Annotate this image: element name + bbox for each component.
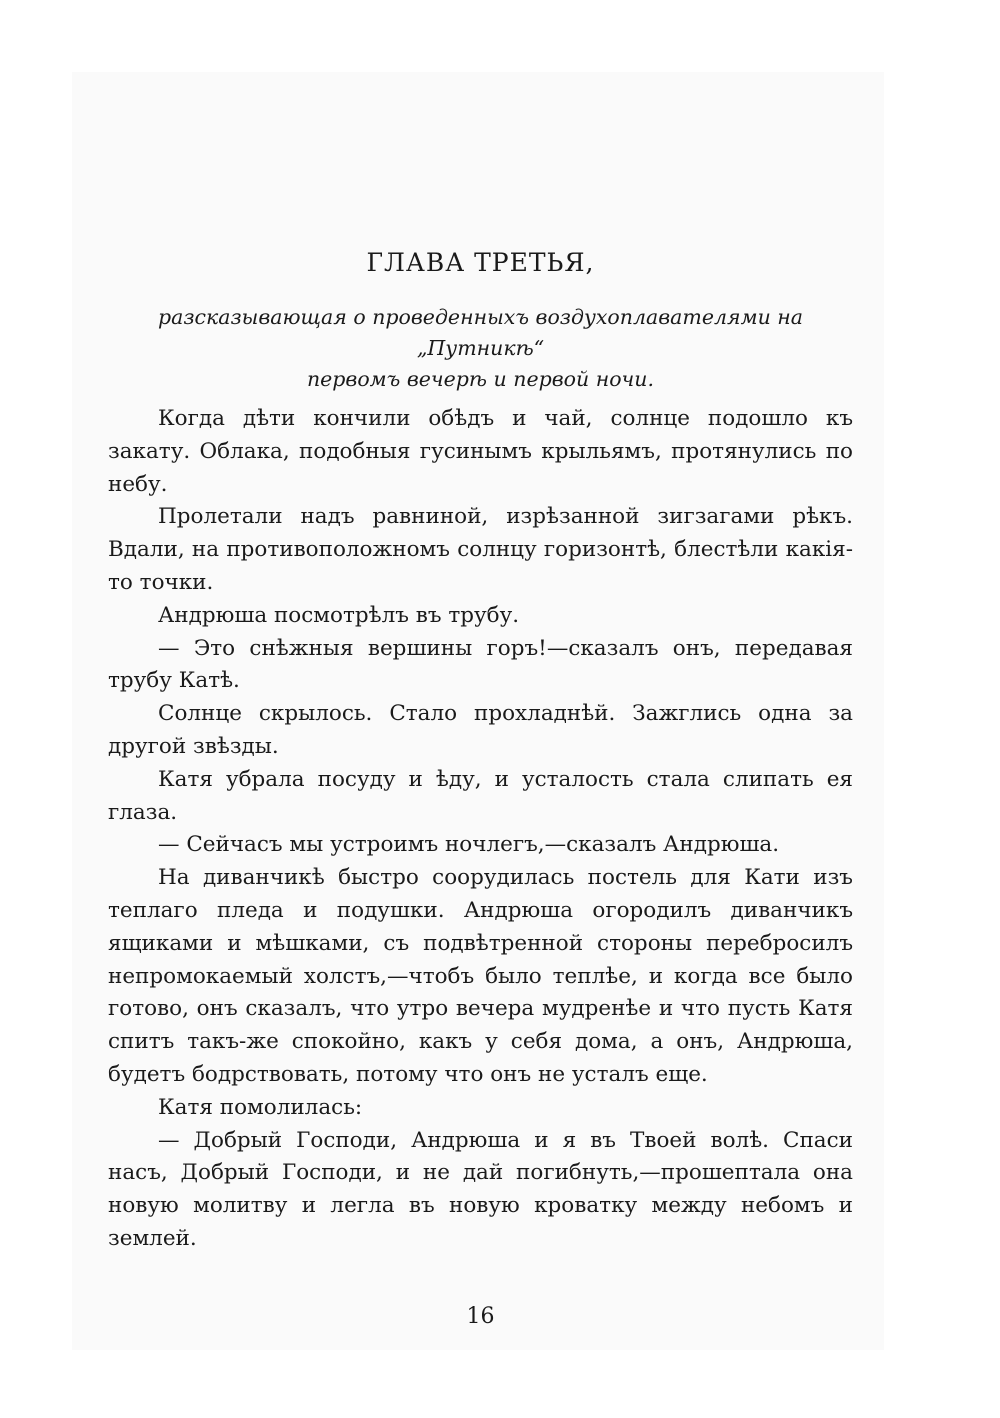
paragraph: Солнце скрылось. Стало прохладнѣй. Зажглись одна за другой звѣзды. xyxy=(108,701,853,759)
paragraph: Катя помолилась: xyxy=(158,1094,363,1120)
chapter-body xyxy=(108,403,853,1256)
paragraph: Когда дѣти кончили обѣдъ и чай, солнце подошло къ закату. Облака, подобныя гусинымъ крыльямъ, протянулись по небу. xyxy=(108,406,853,497)
paragraph: — Добрый Господи, Андрюша и я въ Твоей волѣ. Спаси насъ, Добрый Господи, и не дай погибнуть,—прошептала она новую молитву и легла въ новую кроватку между небомъ и землей. xyxy=(108,1127,853,1251)
subtitle-line: разсказывающая о проведенныхъ воздухоплавателями на „Путникѣ“ xyxy=(157,305,804,360)
paragraph: На диванчикѣ быстро соорудилась постель для Кати изъ теплаго пледа и подушки. Андрюша огородилъ диванчикъ ящиками и мѣшками, съ подвѣтренной стороны перебросилъ непромокаемый холстъ,—чтобъ было теплѣе, и когда все было готово, онъ сказалъ, что утро вечера мудренѣе и что пусть Катя спитъ такъ-же спокойно, какъ у себя дома, а онъ, Андрюша, будетъ бодрствовать, потому что онъ не усталъ еще. xyxy=(108,865,853,1087)
subtitle-line: первомъ вечерѣ и первой ночи. xyxy=(306,367,655,391)
paragraph: Пролетали надъ равниной, изрѣзанной зигзагами рѣкъ. Вдали, на противоположномъ солнцу горизонтѣ, блестѣли какія-то точки. xyxy=(108,504,853,595)
chapter-subtitle xyxy=(108,302,853,395)
paragraph: — Это снѣжныя вершины горъ!—сказалъ онъ, передавая трубу Катѣ. xyxy=(108,635,853,694)
page-number: 16 xyxy=(466,1304,495,1329)
paragraph: Катя убрала посуду и ѣду, и усталость стала слипать ея глаза. xyxy=(108,766,853,825)
paragraph: Андрюша посмотрѣлъ въ трубу. xyxy=(158,602,520,628)
chapter-title: ГЛАВА ТРЕТЬЯ, xyxy=(366,248,595,277)
paragraph: — Сейчасъ мы устроимъ ночлегъ,—сказалъ Андрюша. xyxy=(158,832,780,858)
